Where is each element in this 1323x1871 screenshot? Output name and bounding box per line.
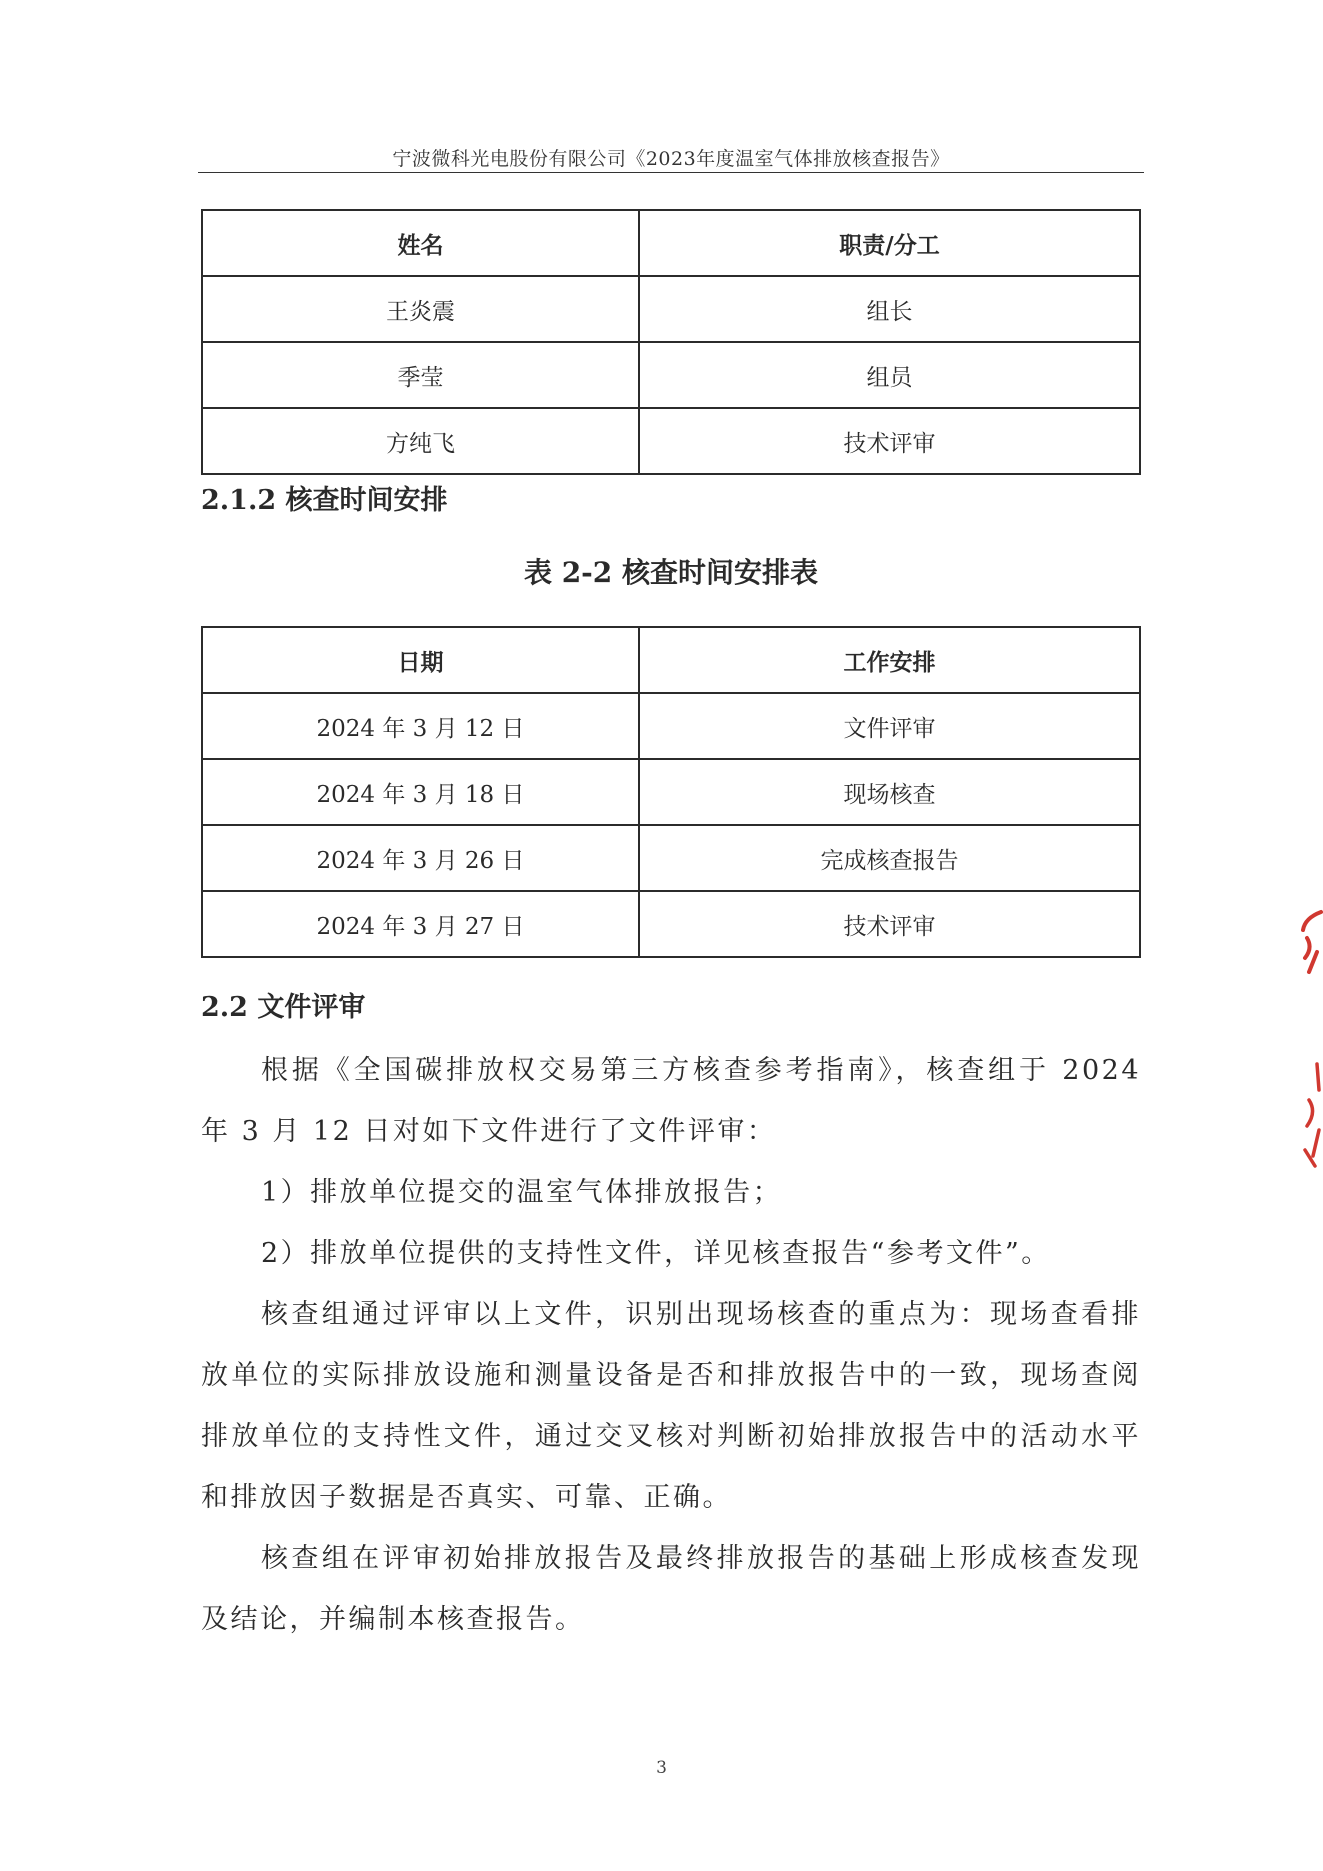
header-divider (198, 172, 1144, 173)
column-header-date: 日期 (202, 627, 639, 693)
schedule-task: 文件评审 (639, 693, 1140, 759)
table-row (202, 825, 1140, 891)
column-header-role: 职责/分工 (639, 210, 1140, 276)
running-header: 宁波微科光电股份有限公司《2023年度温室气体排放核查报告》 (392, 148, 950, 170)
list-item: 1）排放单位提交的温室气体排放报告； (261, 1177, 783, 1208)
page-number: 3 (656, 1758, 667, 1778)
schedule-task: 完成核查报告 (639, 825, 1140, 891)
schedule-date: 2024 年 3 月 18 日 (202, 759, 639, 825)
member-role: 组员 (639, 342, 1140, 408)
section-heading-2-2: 2.2 文件评审 (201, 992, 366, 1023)
member-name: 季莹 (202, 342, 639, 408)
paragraph-conclusion: 核查组在评审初始排放报告及最终排放报告的基础上形成核查发现及结论，并编制本核查报告。 (201, 1543, 1141, 1635)
table-row (202, 891, 1140, 957)
table-row (202, 276, 1140, 342)
table-row (202, 408, 1140, 474)
member-name: 方纯飞 (202, 408, 639, 474)
schedule-table (201, 626, 1141, 958)
column-header-task: 工作安排 (639, 627, 1140, 693)
member-role: 组长 (639, 276, 1140, 342)
table-row (202, 759, 1140, 825)
table-caption: 表 2-2 核查时间安排表 (523, 556, 819, 589)
section-heading-2-1-2: 2.1.2 核查时间安排 (201, 485, 448, 516)
seal-stamp-fragment (1297, 1060, 1323, 1178)
list-item: 2）排放单位提供的支持性文件，详见核查报告“参考文件”。 (261, 1238, 1051, 1269)
table-header-row (202, 210, 1140, 276)
member-role: 技术评审 (639, 408, 1140, 474)
schedule-date: 2024 年 3 月 12 日 (202, 693, 639, 759)
table-header-row (202, 627, 1140, 693)
schedule-date: 2024 年 3 月 26 日 (202, 825, 639, 891)
schedule-date: 2024 年 3 月 27 日 (202, 891, 639, 957)
column-header-name: 姓名 (202, 210, 639, 276)
member-name: 王炎震 (202, 276, 639, 342)
table-row (202, 693, 1140, 759)
paragraph-findings: 核查组通过评审以上文件，识别出现场核查的重点为：现场查看排放单位的实际排放设施和测量设备是否和排放报告中的一致，现场查阅排放单位的支持性文件，通过交叉核对判断初始排放报告中的活动水平和排放因子数据是否真实、可靠、正确。 (201, 1299, 1141, 1513)
team-table (201, 209, 1141, 475)
schedule-task: 现场核查 (639, 759, 1140, 825)
schedule-task: 技术评审 (639, 891, 1140, 957)
paragraph-intro: 根据《全国碳排放权交易第三方核查参考指南》，核查组于 2024 年 3 月 12 日对如下文件进行了文件评审： (201, 1055, 1141, 1147)
seal-stamp-fragment (1297, 908, 1323, 986)
table-row (202, 342, 1140, 408)
